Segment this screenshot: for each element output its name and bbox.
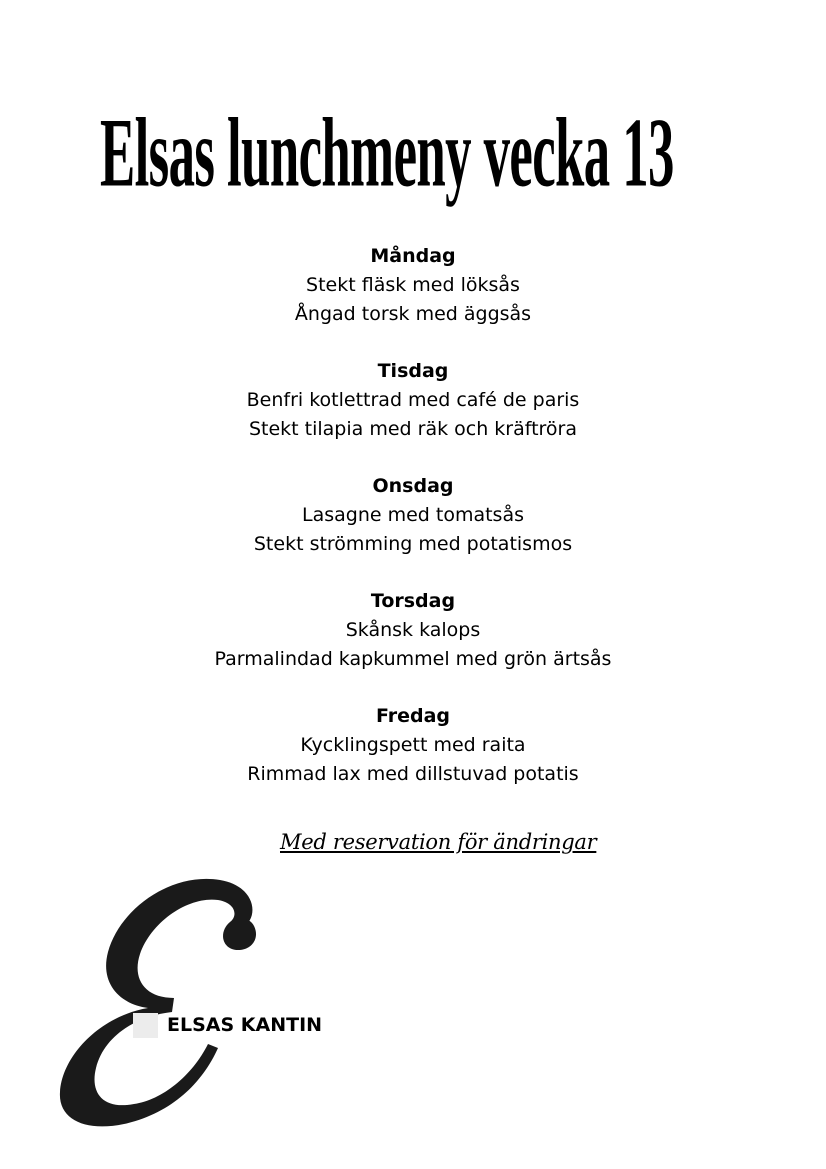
- dish-item: Rimmad lax med dillstuvad potatis: [247, 763, 579, 785]
- dish-item: Stekt tilapia med räk och kräftröra: [248, 418, 578, 440]
- dish-item: Kycklingspett med raita: [300, 734, 526, 756]
- dish-item: Skånsk kalops: [345, 619, 481, 641]
- day-friday: [0, 702, 826, 789]
- day-name: Fredag: [375, 705, 451, 727]
- day-thursday: [0, 587, 826, 674]
- dish-item: Ångad torsk med äggsås: [294, 303, 532, 325]
- day-name: Måndag: [370, 245, 456, 267]
- dish-item: Lasagne med tomatsås: [301, 504, 525, 526]
- page-title: Elsas lunchmeny vecka 13: [100, 99, 674, 208]
- dish-item: Stekt strömming med potatismos: [253, 533, 573, 555]
- dish-item: Stekt fläsk med löksås: [306, 274, 520, 296]
- dish-item: Benfri kotlettrad med café de paris: [246, 389, 580, 411]
- day-tuesday: [0, 357, 826, 444]
- day-name: Onsdag: [372, 475, 454, 497]
- dish-item: Parmalindad kapkummel med grön ärtsås: [214, 648, 612, 670]
- day-name: Torsdag: [370, 590, 456, 612]
- letter-e-logo-icon: [50, 870, 270, 1130]
- logo-square: [133, 1013, 158, 1038]
- brand-name: ELSAS KANTIN: [167, 1014, 323, 1036]
- reservation-note: Med reservation för ändringar: [280, 830, 597, 854]
- day-monday: [0, 242, 826, 329]
- day-wednesday: [0, 472, 826, 559]
- weekly-menu: [0, 242, 826, 817]
- day-name: Tisdag: [377, 360, 449, 382]
